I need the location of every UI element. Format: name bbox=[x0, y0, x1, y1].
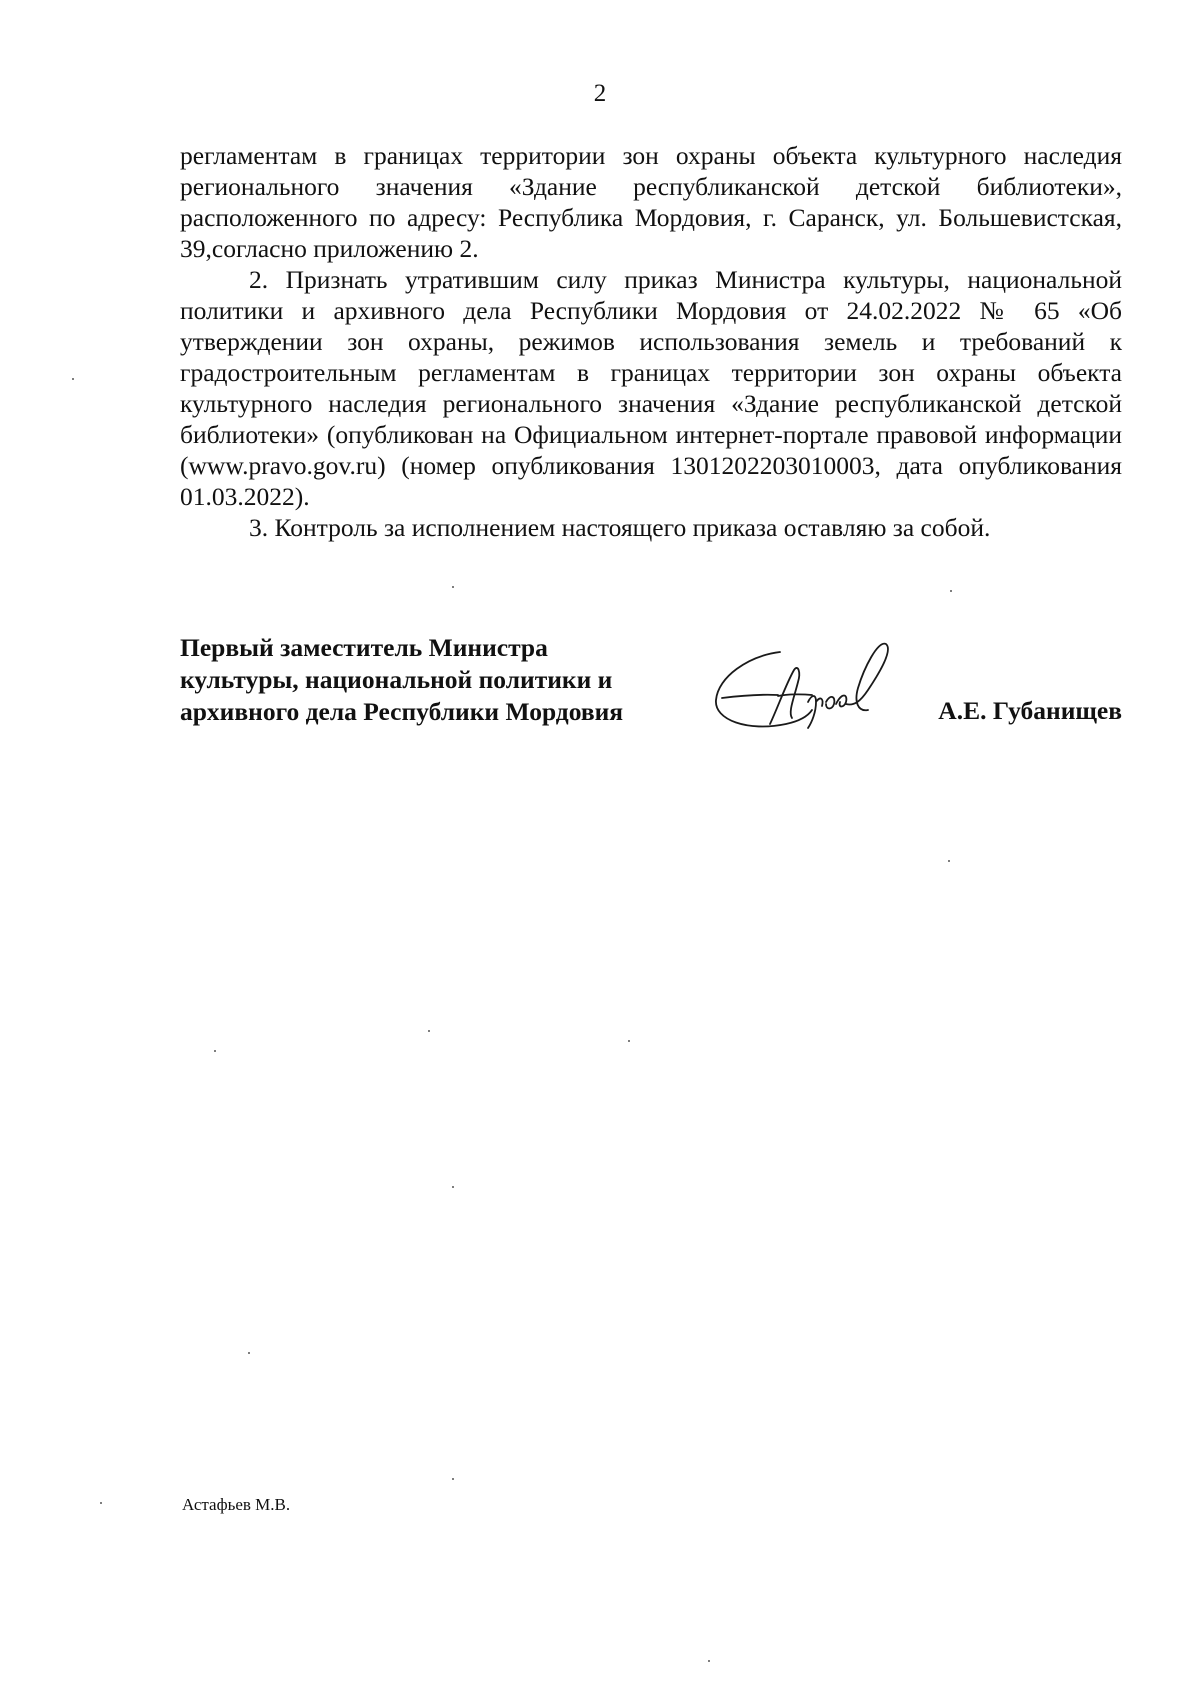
handwritten-signature-icon bbox=[708, 632, 908, 742]
scan-speck bbox=[100, 1502, 102, 1504]
page-number: 2 bbox=[593, 80, 607, 107]
document-body bbox=[180, 140, 1122, 543]
signer-title-line-1: Первый заместитель Министра bbox=[180, 633, 548, 662]
scan-speck bbox=[452, 1186, 454, 1188]
paragraph-item-2: 2. Признать утратившим силу приказ Министра культуры, национальной политики и архивного дела Республики Мордовия от 24.02.2022 № 65 «Об утверждении зон охраны, режимов использования земель и требований к градостроительным регламентам в границах территории зон охраны объекта культурного наследия регионального значения «Здание республиканской детской библиотеки» (опубликован на Официальном интернет-портале правовой информации (www.pravo.gov.ru) (номер опубликования 1301202203010003, дата опубликования 01.03.2022). bbox=[180, 265, 1122, 511]
scan-speck bbox=[214, 1050, 216, 1052]
paragraph-item-3: 3. Контроль за исполнением настоящего приказа оставляю за собой. bbox=[249, 513, 991, 542]
scan-speck bbox=[72, 378, 74, 380]
scan-speck bbox=[948, 860, 950, 862]
scan-speck bbox=[708, 1660, 710, 1662]
scan-speck bbox=[628, 1040, 630, 1042]
paragraph-continuation: регламентам в границах территории зон охраны объекта культурного наследия регионального значения «Здание республиканской детской библиотеки», расположенного по адресу: Республика Мордовия, г. Саранск, ул. Большевистская, 39,согласно приложению 2. bbox=[180, 141, 1122, 263]
signer-title bbox=[180, 632, 623, 728]
scan-speck bbox=[428, 1030, 430, 1032]
scan-speck bbox=[248, 1352, 250, 1354]
scan-speck bbox=[452, 586, 454, 588]
scan-speck bbox=[452, 1478, 454, 1480]
executor-name: Астафьев М.В. bbox=[182, 1495, 291, 1514]
scan-speck bbox=[950, 590, 952, 592]
signature-block bbox=[180, 632, 1122, 752]
signer-title-line-2: культуры, национальной политики и bbox=[180, 665, 613, 694]
signer-title-line-3: архивного дела Республики Мордовия bbox=[180, 697, 624, 726]
signer-name: А.Е. Губанищев bbox=[938, 696, 1122, 725]
